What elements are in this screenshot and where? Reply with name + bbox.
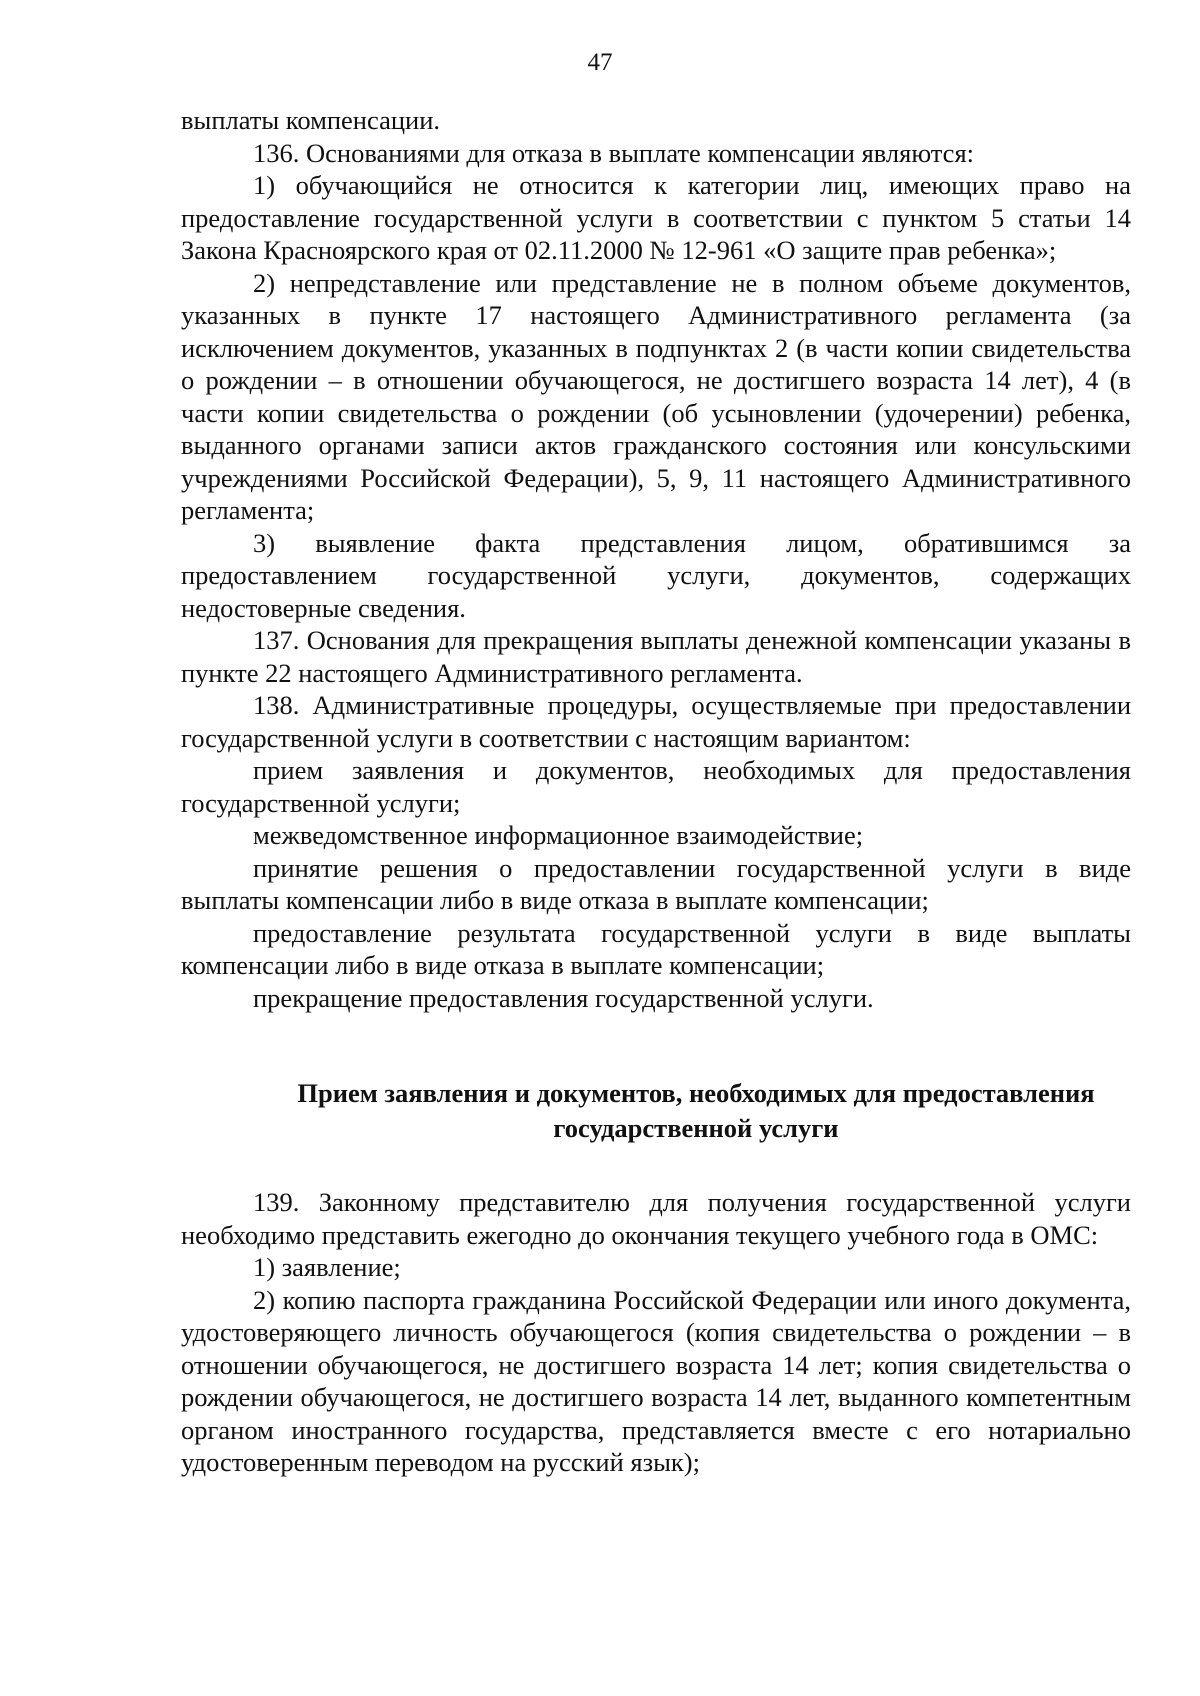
procedure-item: принятие решения о предоставлении государственной услуги в виде выплаты компенсации либо в виде отказа в выплате компенсации; bbox=[181, 852, 1131, 915]
document-body bbox=[181, 104, 1131, 1479]
top-paragraphs bbox=[181, 104, 1131, 1014]
section-heading-line-1: Прием заявления и документов, необходимых для предоставления bbox=[297, 1078, 1095, 1108]
procedure-item: прием заявления и документов, необходимых для предоставления государственной услуги; bbox=[181, 755, 1131, 818]
paragraph-139: 139. Законному представителю для получения государственной услуги необходимо представить ежегодно до окончания текущего учебного года в ОМС: bbox=[181, 1187, 1131, 1250]
paragraph-139-item-1: 1) заявление; bbox=[253, 1252, 401, 1282]
bottom-paragraphs bbox=[181, 1186, 1131, 1479]
procedure-item: прекращение предоставления государственной услуги. bbox=[253, 982, 874, 1013]
paragraph-136-item-3: 3) выявление факта представления лицом, обратившимся за предоставлением государственной услуги, документов, содержащих недостоверные сведения. bbox=[181, 527, 1131, 623]
paragraph-136: 136. Основаниями для отказа в выплате компенсации являются: bbox=[253, 137, 974, 168]
procedure-item: предоставление результата государственной услуги в виде выплаты компенсации либо в виде отказа в выплате компенсации; bbox=[181, 917, 1131, 980]
section-heading-line-2: государственной услуги bbox=[553, 1113, 839, 1143]
page-number: 47 bbox=[587, 49, 613, 76]
paragraph: выплаты компенсации. bbox=[181, 105, 440, 135]
paragraph-138: 138. Административные процедуры, осуществляемые при предоставлении государственной услуги в соответствии с настоящим вариантом: bbox=[181, 690, 1131, 753]
procedure-item: межведомственное информационное взаимодействие; bbox=[253, 820, 864, 850]
paragraph-137: 137. Основания для прекращения выплаты денежной компенсации указаны в пункте 22 настоящего Административного регламента. bbox=[181, 625, 1131, 688]
paragraph-136-item-1: 1) обучающийся не относится к категории лиц, имеющих право на предоставление государственной услуги в соответствии с пунктом 5 статьи 14 Закона Красноярского края от 02.11.2000 № 12-961 «О защите прав ребенка»; bbox=[181, 170, 1131, 265]
paragraph-136-item-2: 2) непредставление или представление не в полном объеме документов, указанных в пункте 17 настоящего Административного регламента (за исключением документов, указанных в подпунктах 2 (в части копии свидетельства о рождении – в отношении обучающегося, не достигшего возраста 14 лет), 4 (в части копии свидетельства о рождении (об усыновлении (удочерении) ребенка, выданного органами записи актов гражданского состояния или консульскими учреждениями Российской Федерации), 5, 9, 11 настоящего Административного регламента; bbox=[181, 267, 1131, 525]
paragraph-139-item-2: 2) копию паспорта гражданина Российской Федерации или иного документа, удостоверяющего личность обучающегося (копия свидетельства о рождении – в отношении обучающегося, не достигшего возраста 14 лет; копия свидетельства о рождении обучающегося, не достигшего возраста 14 лет, выданного компетентным органом иностранного государства, представляется вместе с его нотариально удостоверенным переводом на русский язык); bbox=[181, 1284, 1131, 1477]
